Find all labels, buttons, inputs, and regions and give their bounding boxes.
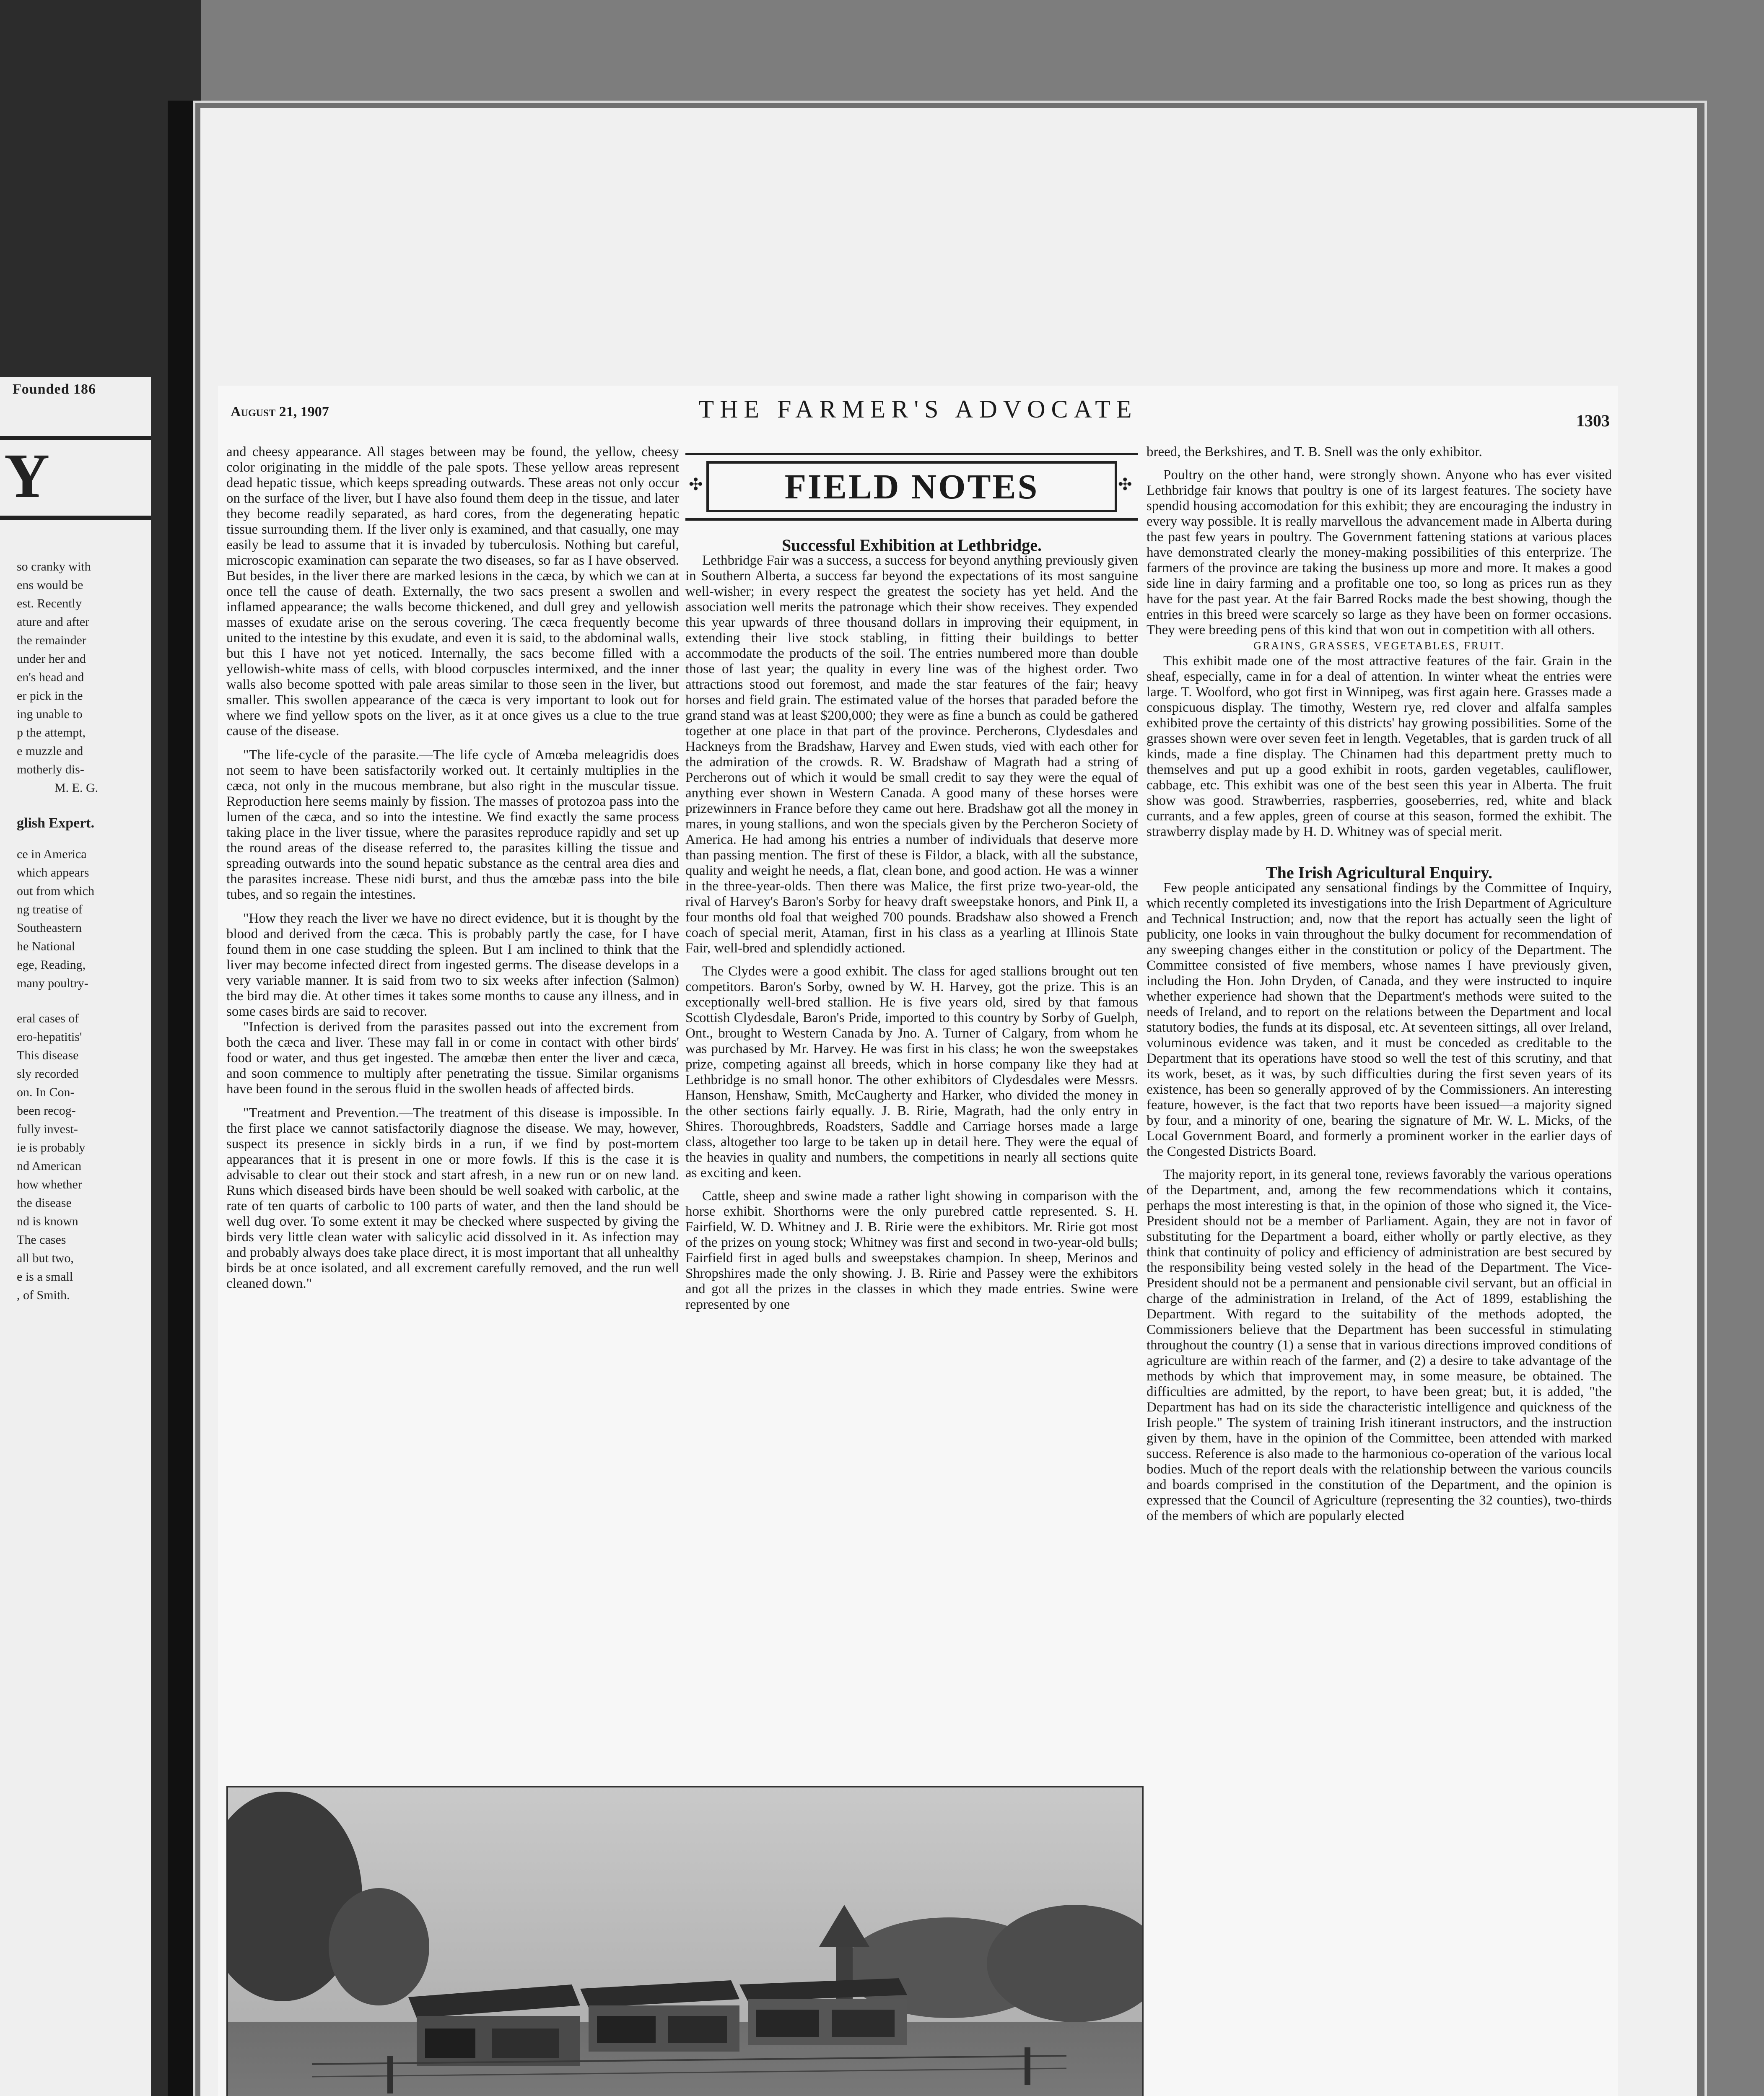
text-line: ero-hepatitis' [17, 1030, 82, 1044]
previous-page-title-box [0, 436, 151, 520]
text-line: This disease [17, 1048, 79, 1062]
text-line: under her and [17, 652, 86, 666]
ornament-right-icon: ✣ [1118, 475, 1132, 494]
text-line: ce in America [17, 847, 87, 861]
text-line: fully invest- [17, 1122, 78, 1136]
paragraph: and cheesy appearance. All stages between may be found, the yellow, cheesy color originating in the middle of the pale spots. These yellow areas represent dead hepatic tissue, which keeps spreading outwards. These areas not only occur on the surface of the liver, but I have also found them deep in the tissue, and later they become readily separated, as hard cores, from the degenerating hepatic tissue surrounding them. If the liver only is examined, and that casually, one may easily be lead to assume that it is invaded by tuberculosis. Nothing but careful, microscopic examination can separate the two diseases, so far as I have observed. But besides, in the liver there are marked lesions in the cæca, by which we can at once tell the cause of death. Externally, the two sacs present a swollen and inflamed appearance; the walls become thickened, and dull grey and yellowish masses of exudate arise on the serous covering. The cæca frequently become united to the intestine by this exudate, and even it is said, to the abdominal walls, but this I have not yet noticed. Internally, the sacs become filled with a yellowish-white mass of cells, with blood corpuscles intermixed, and the inner walls also become spotted with pale areas similar to those seen in the liver, but smaller. This swollen appearance of the cæca is very important to look out for where we find yellow spots on the liver, as it at once gives us a clue to the true cause of the disease. [226, 444, 679, 739]
paragraph: Lethbridge Fair was a success, a success for beyond anything previously given in Southern Alberta, a success far beyond the expectations of its most sanguine well-wisher; in every respect the greatest the society has yet held. And the association well merits the patronage which their show receives. They expended this year upwards of three thousand dollars in improving their equipment, in extending their live stock stabling, in fitting their buildings to better accommodate the products of the soil. The entries numbered more than double those of last year; the quality in every line was of the highest order. Two attractions stood out foremost, and made the star features of the fair; heavy horses and field grain. The estimated value of the horses that paraded before the grand stand was at least $200,000; they were as fine a bunch as could be gathered together at one place in that part of the province. Percherons, Clydesdales and Hackneys from the Bradshaw, Harvey and Ewen studs, vied with each other for the admiration of the crowds. R. W. Bradshaw of Magrath had a string of Percherons out of which it would be small credit to say they were the equal of anything ever shown in Western Canada. A good many of these horses were prizewinners in France before they came out here. Bradshaw got all the money in mares, in young stallions, and won the specials given by the Percheron Society of America. He had among his entries a number of individuals that deserve more than passing mention. The first of these is Fildor, a black, with all the substance, quality and weight he needs, a flat, clean bone, and good action. He was a winner in the three-year-olds. Then there was Malice, the first prize two-year-old, the rival of Harvey's Baron's Sorby for heavy draft sweepstake honors, and Pink II, a four months old foal that weighed 700 pounds. Bradshaw also showed a French coach of special merit, Ataman, first in his class as a yearling at Illinois State Fair, well-bred and splendidly actioned. [685, 553, 1138, 956]
newspaper-page [218, 386, 1618, 2096]
article-heading: Successful Exhibition at Lethbridge. [781, 536, 1042, 555]
previous-page-text [17, 558, 147, 1305]
text-line: all but two, [17, 1251, 74, 1265]
paragraph: Poultry on the other hand, were strongly shown. Anyone who has ever visited Lethbridge fair knows that poultry is one of its largest features. The society have spendid housing accomodation for this exhibit; they are encouraging the industry in every way possible. It is really marvellous the advancement made in Alberta during the past few years in poultry. The Government fattening stations at various places have demonstrated clearly the money-making possibilities of this enterprize. The farmers of the province are taking the business up more and more. It makes a good side line in dairy farming and a profitable one too, so long as prices run as they have for the past year. At the fair Barred Rocks made the best showing, though the entries in this breed were scarcely so large as they have been on former occasions. They were breeding pens of this kind that won out in competition with all others. [1147, 467, 1612, 638]
text-line: ie is probably [17, 1141, 86, 1154]
paragraph: Few people anticipated any sensational findings by the Committee of Inquiry, which recently completed its investigations into the Irish Department of Agriculture and Technical Instruction; and, now that the report has actually seen the light of publicity, one looks in vain throughout the bulky document for recommendation of any sweeping changes either in the constitution or policy of the Department. The Committee consisted of five members, whose names I have previously given, including the Hon. John Dryden, of Canada, and they were instructed to inquire whether experience had shown that the Department's methods were suited to the needs of Ireland, and to report on the relations between the Department and local statutory bodies, the funds at its disposal, etc. At seventeen sittings, all over Ireland, voluminous evidence was taken, and it must be conceded as creditable to the Department that its operations have stood so well the test of this scrutiny, and that its work, beset, as it was, by such difficulties during the first seven years of its existence, has been so generally approved of by the Commissioners. An interesting feature, however, is the fact that two reports have been issued—a majority signed by four, and a minority of one, bearing the signature of Mr. W. L. Micks, of the Local Government Board, and formerly a prominent worker in the earlier days of the Congested Districts Board. [1147, 880, 1612, 1159]
text-line: ing unable to [17, 707, 83, 721]
text-line: the remainder [17, 633, 86, 647]
text-line: M. E. G. [54, 781, 99, 795]
text-line: ng treatise of [17, 903, 83, 916]
text-line: sly recorded [17, 1067, 79, 1081]
field-notes-banner [685, 453, 1138, 521]
paragraph: The majority report, in its general tone, reviews favorably the various operations of the Department, and, among the few recommendations which it contains, perhaps the most interesting is that, in the opinion of those who signed it, the Vice-President should not be a member of Parliament. Again, they are not in favor of substituting for the Department a board, either wholly or partly elective, as they think that continuity of policy and efficiency of administration are best secured by the responsibility being vested solely in the head of the Department. The Vice-President should not be a permanent and pensionable civil servant, but an official in charge of the administration in Ireland, of the Act of 1899, establishing the Department. With regard to the suitability of the methods adopted, the Commissioners believe that the Department has been successful in stimulating throughout the country (1) a sense that in various directions improved conditions of agriculture are within reach of the farmer, and (2) a desire to take advantage of the methods by which that improvement may, in some measure, be obtained. The difficulties are admitted, by the report, to have been great; but, it is added, "the Department has had on its side the characteristic intelligence and quickness of the Irish people." The system of training Irish itinerant instructors, and the instruction given by them, have in the opinion of the Committee, been attended with marked success. Reference is also made to the harmonious co-operation of the various local bodies. Much of the report deals with the relationship between the various councils and boards comprised in the constitution of the Department, and the opinion is expressed that the Council of Agriculture (representing the 32 counties), two-thirds of the members of which are popularly elected [1147, 1167, 1612, 1523]
text-line: ens would be [17, 578, 83, 592]
issue-date: August 21, 1907 [231, 404, 329, 420]
text-line: nd American [17, 1159, 82, 1173]
running-head [218, 386, 1618, 430]
page-number: 1303 [1576, 411, 1610, 430]
column-3 [1147, 444, 1612, 2096]
paragraph: "How they reach the liver we have no direct evidence, but it is thought by the blood and derived from the cæca. This is probably partly the case, for I have found them in one case studding the spleen. But I am inclined to think that the liver may become infected direct from ingested germs. The disease develops in a very variable manner. It is said from two to six weeks after infection (Salmon) the bird may die. At other times it takes some months to cause any illness, and in some cases birds are said to recover. [226, 911, 679, 1019]
text-line: e is a small [17, 1270, 73, 1284]
text-line: he National [17, 939, 75, 953]
text-line: eral cases of [17, 1012, 79, 1025]
poultry-sheds-photo [226, 1786, 1144, 2096]
text-line: , of Smith. [17, 1288, 70, 1302]
text-line: Southeastern [17, 921, 82, 935]
text-line: the disease [17, 1196, 72, 1210]
text-line: which appears [17, 866, 89, 879]
text-line: been recog- [17, 1104, 76, 1118]
paragraph: "The life-cycle of the parasite.—The life cycle of Amœba meleagridis does not seem to have been satisfactorily worked out. It certainly multiplies in the cæca, not only in the mucous membrane, but also right in the muscular tissue. Reproduction here seems mainly by fission. The masses of protozoa pass into the lumen of the cæca, and so into the intestine. We find exactly the same process taking place in the liver tissue, where the parasites reproduce rapidly and set up the round areas of the disease referred to, the parasites killing the tissue and spreading outwards into the sound hepatic substance as the central area dies and the parasites increase. These nidi burst, and thus the amœbæ pass into the bile tubes, and so regain the intestines. [226, 747, 679, 902]
column-1 [226, 444, 679, 1765]
field-notes-title: FIELD NOTES [706, 461, 1117, 512]
text-line: many poultry- [17, 976, 88, 990]
paragraph: breed, the Berkshires, and T. B. Snell was the only exhibitor. [1147, 444, 1482, 459]
text-line: est. Recently [17, 597, 82, 610]
paragraph: "Infection is derived from the parasites passed out into the excrement from both the cæca and liver. These may fall in or come in contact with other birds' food or water, and thus get ingested. The amœbæ then enter the liver and cæca, and soon commence to multiply after penetrating the tissue. Similar organisms have been found in the serous fluid in the swollen heads of affected birds. [226, 1019, 679, 1097]
previous-page-header: Founded 186 [13, 381, 96, 397]
paragraph: Cattle, sheep and swine made a rather light showing in comparison with the horse exhibit. Shorthorns were the only purebred cattle represented. S. H. Fairfield, W. D. Whitney and J. B. Ririe were the exhibitors. Mr. Ririe got most of the prizes on young stock; Whitney was first and second in two-year-old bulls; Fairfield first in aged bulls and sweepstakes champion. In sheep, Merinos and Shropshires made the only showing. J. B. Ririe and Passey were the exhibitors and got all the prizes in the classes in which they made entries. Swine were represented by one [685, 1188, 1138, 1312]
text-line: out from which [17, 884, 94, 898]
text-line: er pick in the [17, 689, 83, 703]
text-line: The cases [17, 1233, 66, 1247]
previous-page-edge [0, 377, 151, 2096]
text-line: en's head and [17, 670, 84, 684]
photo-figure [226, 1786, 1140, 2096]
paragraph: The Clydes were a good exhibit. The class for aged stallions brought out ten competitors. Baron's Sorby, owned by W. H. Harvey, got the prize. This is an exceptionally well-bred stallion. He is five years old, sired by that famous Scottish Clydesdale, Baron's Pride, imported to this country by Sorby of Guelph, Ont., brought to Western Canada by Jno. A. Turner of Calgary, from whom he was purchased by Mr. Harvey. He was first in his class; he won the sweepstakes prize, competing against all breeds, which in horse company like they had at Lethbridge is no small honor. The other exhibitors of Clydesdales were Messrs. Hanson, Henshaw, Smith, McCaugherty and Harker, who divided the money in the other sections fairly equally. J. B. Ririe, Magrath, had the only entry in Shires. Thoroughbreds, Roadsters, Saddle and Carriage horses made a large class, altogether too large to be taken up in detail here. They were the equal of the heavies in quality and numbers, the competitions in nearly all sections quite as exciting and keen. [685, 964, 1138, 1180]
text-line: nd is known [17, 1214, 78, 1228]
paragraph: This exhibit made one of the most attractive features of the fair. Grain in the sheaf, especially, came in for a deal of attention. In winter wheat the entries were large. T. Woolford, who got first in Winnipeg, was first again here. Grasses made a conspicuous display. The timothy, Western rye, red clover and alfalfa samples exhibited prove the certainty of this districts' hay growing possibilities. Some of the grasses shown were over seven feet in length. Vegetables, that is garden truck of all kinds, made a fine display. The Chinamen had this department pretty much to themselves and put up a good exhibit in roots, garden vegetables, cauliflower, cabbage, etc. This exhibit was one of the best seen this year in Alberta. The fruit show was good. Strawberries, raspberries, gooseberries, red, white and black currants, and a few apples, green of course at this season, formed the exhibit. The strawberry display made by H. D. Whitney was of special merit. [1147, 654, 1612, 839]
text-line: motherly dis- [17, 763, 84, 776]
text-line: ature and after [17, 615, 90, 629]
section-subhead: GRAINS, GRASSES, VEGETABLES, FRUIT. [1253, 640, 1505, 652]
publication-title: THE FARMER'S ADVOCATE [698, 395, 1138, 423]
previous-page-title-fragment: Y [4, 441, 50, 511]
text-line: how whether [17, 1178, 82, 1191]
text-line: p the attempt, [17, 726, 86, 739]
column-2 [685, 444, 1138, 1853]
article-heading: The Irish Agricultural Enquiry. [1266, 863, 1493, 882]
paragraph: "Treatment and Prevention.—The treatment of this disease is impossible. In the first place we cannot satisfactorily diagnose the disease. We may, however, suspect its presence in sickly birds in a run, if we find by post-mortem appearances that it is present in one or more fowls. If this is the case it is advisable to clear out their stock and start afresh, in a new run or on new land. Runs which diseased birds have been should be well soaked with carbolic, at the rate of ten quarts of carbolic to 100 parts of water, and then the land should be well dug over. To some extent it may be checked where suspected by giving the birds very little clean water with salicylic acid dissolved in it. As infection may and probably always does take place direct, it is most important that all unhealthy birds be at once isolated, and all excrement carefully removed, and the run well cleaned down." [226, 1105, 679, 1291]
text-line: e muzzle and [17, 744, 83, 758]
book-gutter [168, 101, 193, 2096]
text-line: so cranky with [17, 560, 91, 573]
ornament-left-icon: ✣ [689, 475, 703, 494]
text-line: on. In Con- [17, 1085, 75, 1099]
previous-page-subheading: glish Expert. [17, 815, 95, 831]
text-line: ege, Reading, [17, 958, 86, 972]
